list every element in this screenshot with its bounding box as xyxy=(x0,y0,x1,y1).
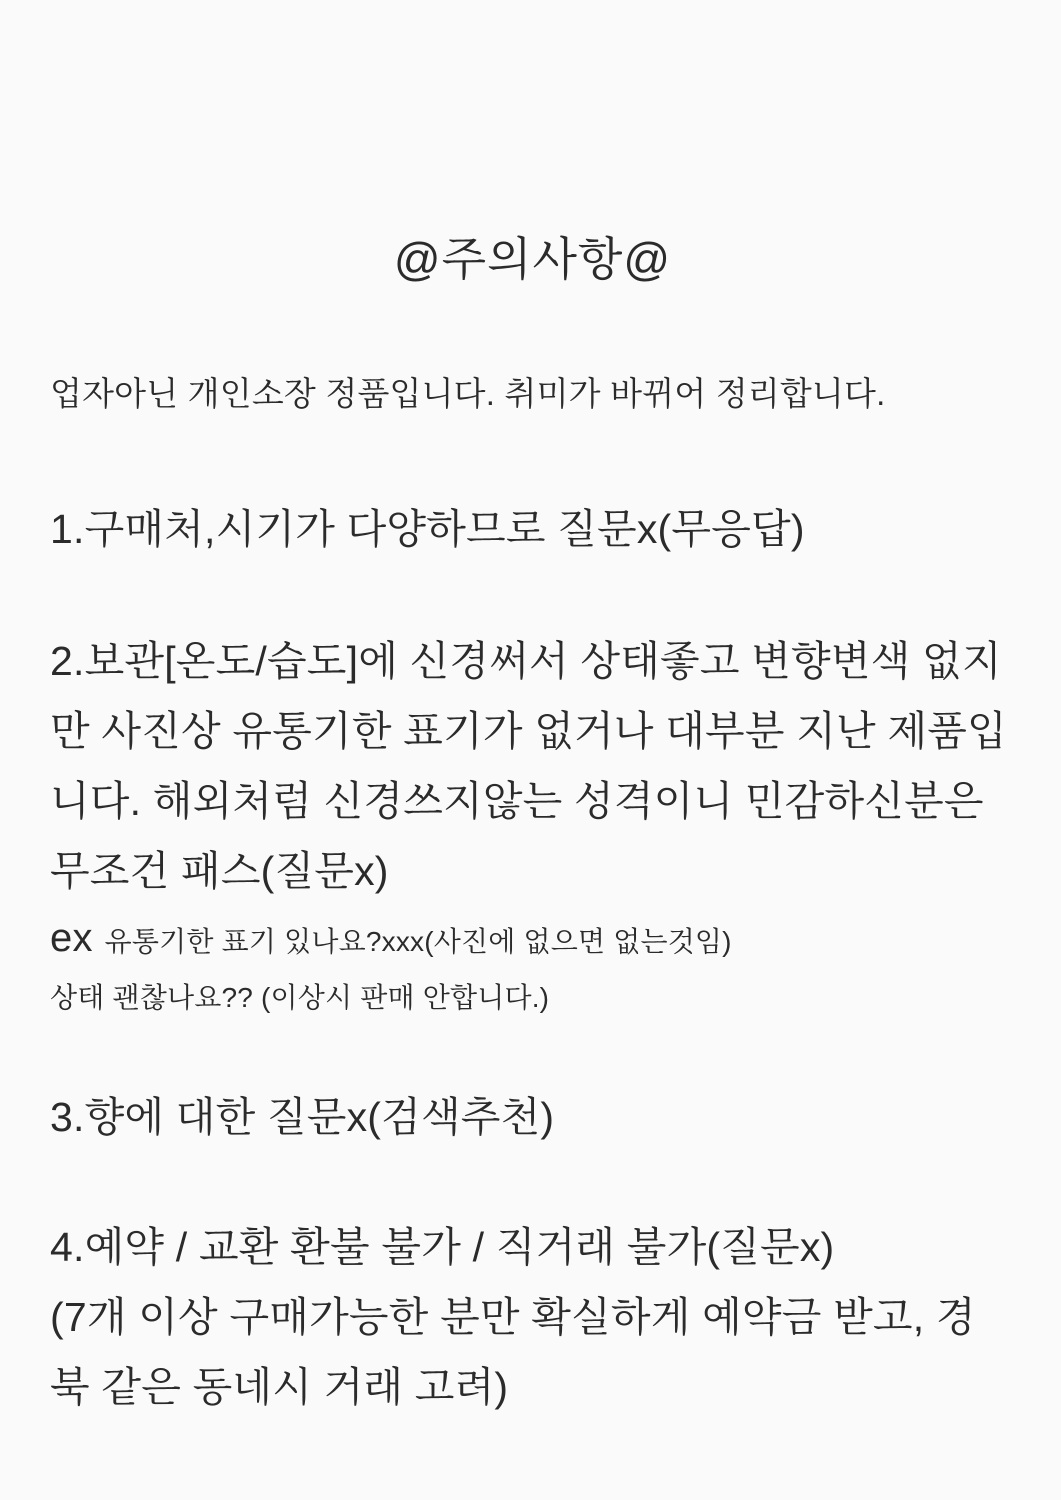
notice-item-2-examples xyxy=(50,910,1015,1026)
notice-item-4-text: 4.예약 / 교환 환불 불가 / 직거래 불가(질문x) xyxy=(50,1224,835,1271)
example-line-2: 상태 괜찮나요?? (이상시 판매 안합니다.) xyxy=(50,982,550,1014)
example-line-1 xyxy=(50,910,1015,970)
example-prefix: ex xyxy=(50,916,93,961)
notice-item-2-block xyxy=(50,626,1015,1026)
notice-item-4-subtext: (7개 이상 구매가능한 분만 확실하게 예약금 받고, 경북 같은 동네시 거래 고려) xyxy=(50,1294,976,1411)
notice-item-3: 3.향에 대한 질문x(검색추천) xyxy=(50,1094,555,1141)
notice-intro: 업자아닌 개인소장 정품입니다. 취미가 바뀌어 정리합니다. xyxy=(50,375,886,413)
example-line-1-text: 유통기한 표기 있나요?xxx(사진에 없으면 없는것임) xyxy=(104,926,732,958)
notice-item-4 xyxy=(50,1212,1015,1422)
notice-title: @주의사항@ xyxy=(393,233,672,285)
notice-item-2: 2.보관[온도/습도]에 신경써서 상태좋고 변향변색 없지만 사진상 유통기한 표기가 없거나 대부분 지난 제품입니다. 해외처럼 신경쓰지않는 성격이니 민감하신분은 무조건 패스(질문x) xyxy=(50,638,1007,895)
notice-item-1: 1.구매처,시기가 다양하므로 질문x(무응답) xyxy=(50,506,805,553)
